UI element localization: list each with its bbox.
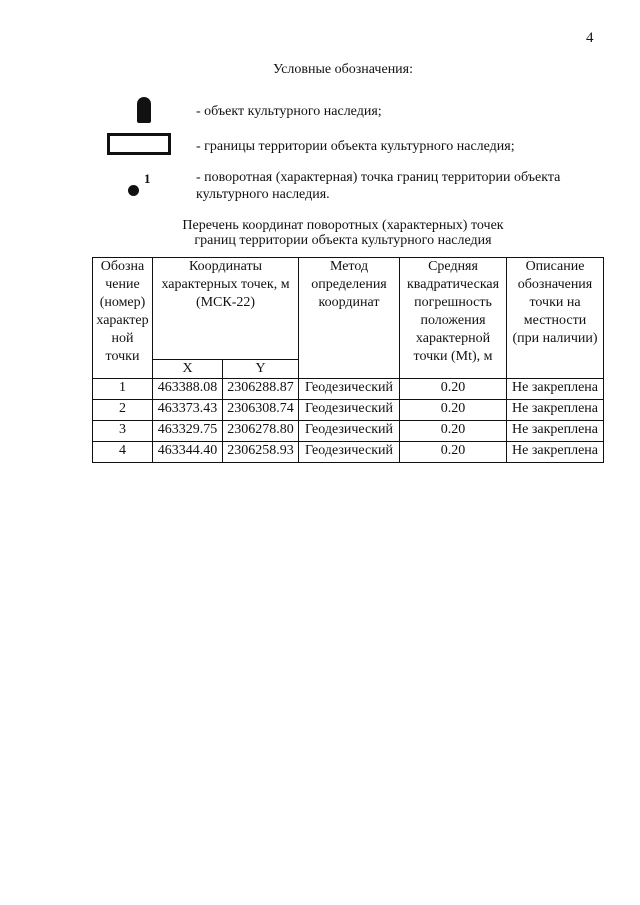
coordinates-list-title xyxy=(150,218,536,248)
mean-error: 0.20 xyxy=(400,379,507,400)
coordinate-x: 463344.40 xyxy=(153,442,223,463)
point-number: 1 xyxy=(93,379,153,400)
territory-boundary-icon xyxy=(107,133,171,155)
table-row xyxy=(93,400,604,421)
point-number: 4 xyxy=(93,442,153,463)
description: Не закреплена xyxy=(507,421,604,442)
table-row xyxy=(93,442,604,463)
coordinate-y: 2306278.80 xyxy=(223,421,299,442)
description: Не закреплена xyxy=(507,379,604,400)
list-title-line-2: границ территории объекта культурного наследия xyxy=(194,233,492,248)
description: Не закреплена xyxy=(507,400,604,421)
turning-point-icon xyxy=(128,185,139,196)
method: Геодезический xyxy=(299,379,400,400)
turning-point-number: 1 xyxy=(144,171,151,186)
legend-item-turning-point: - поворотная (характерная) точка границ территории объекта культурного наследия. xyxy=(196,170,561,202)
table-row xyxy=(93,421,604,442)
mean-error: 0.20 xyxy=(400,421,507,442)
method: Геодезический xyxy=(299,442,400,463)
coordinate-y: 2306308.74 xyxy=(223,400,299,421)
header-y: Y xyxy=(223,360,299,379)
cultural-heritage-object-icon xyxy=(137,97,151,123)
legend-item-object: - объект культурного наследия; xyxy=(196,104,382,119)
legend-title: Условные обозначения: xyxy=(272,62,414,77)
coordinate-x: 463388.08 xyxy=(153,379,223,400)
header-error: Средняя квадратическая погрешность положения характерной точки (Mt), м xyxy=(400,258,507,379)
coordinate-x: 463329.75 xyxy=(153,421,223,442)
coordinate-x: 463373.43 xyxy=(153,400,223,421)
table-header-row xyxy=(93,258,604,360)
mean-error: 0.20 xyxy=(400,400,507,421)
header-x: X xyxy=(153,360,223,379)
header-description: Описание обозначения точки на местности (при наличии) xyxy=(507,258,604,379)
page-number: 4 xyxy=(586,30,594,46)
coordinate-y: 2306258.93 xyxy=(223,442,299,463)
point-number: 3 xyxy=(93,421,153,442)
header-coordinates: Координаты характерных точек, м (МСК-22) xyxy=(153,258,299,360)
method: Геодезический xyxy=(299,421,400,442)
method: Геодезический xyxy=(299,400,400,421)
header-designation: Обозна чение (номер) характер ной точки xyxy=(93,258,153,379)
list-title-line-1: Перечень координат поворотных (характерных) точек xyxy=(182,218,504,233)
legend-item-boundary: - границы территории объекта культурного наследия; xyxy=(196,139,515,154)
header-method: Метод определения координат xyxy=(299,258,400,379)
coordinate-y: 2306288.87 xyxy=(223,379,299,400)
mean-error: 0.20 xyxy=(400,442,507,463)
description: Не закреплена xyxy=(507,442,604,463)
table-row xyxy=(93,379,604,400)
point-number: 2 xyxy=(93,400,153,421)
coordinates-table xyxy=(92,257,604,463)
